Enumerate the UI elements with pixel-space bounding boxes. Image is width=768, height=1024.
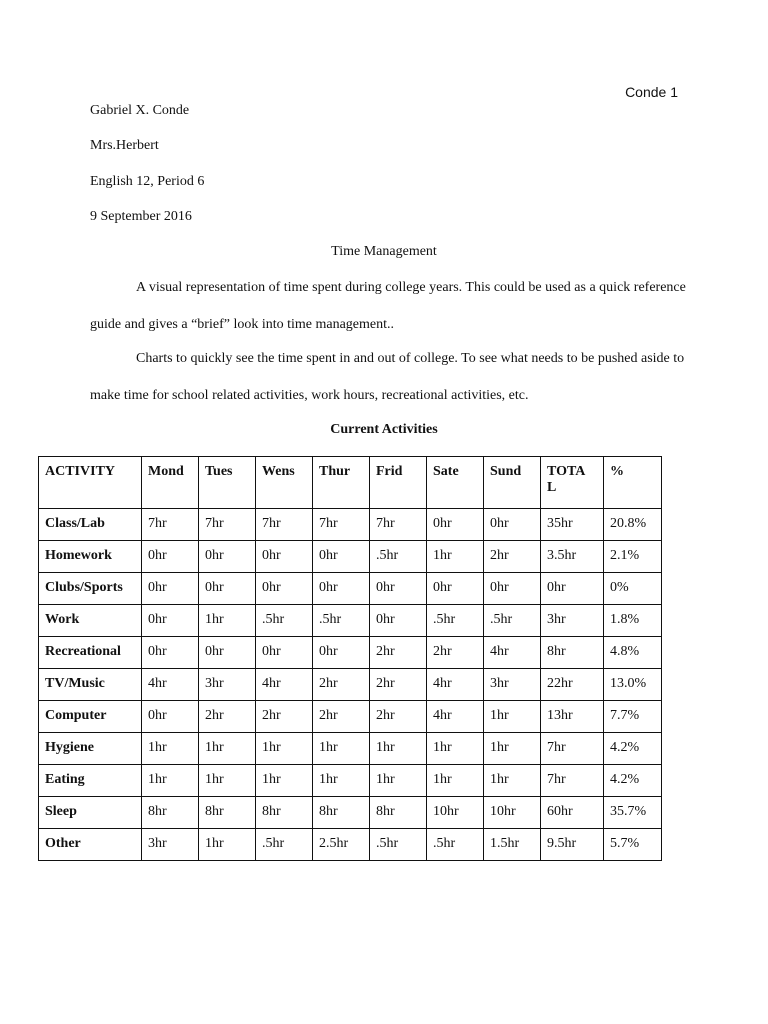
- day-hours-cell: 1hr: [427, 733, 484, 765]
- percent-cell: 20.8%: [604, 509, 662, 541]
- day-hours-cell: 3hr: [199, 669, 256, 701]
- day-hours-cell: 0hr: [313, 573, 370, 605]
- day-hours-cell: 0hr: [142, 541, 199, 573]
- day-hours-cell: 10hr: [427, 797, 484, 829]
- paragraph-1: [90, 269, 688, 343]
- day-hours-cell: 2hr: [484, 541, 541, 573]
- percent-cell: 1.8%: [604, 605, 662, 637]
- day-hours-cell: 1hr: [370, 765, 427, 797]
- day-hours-cell: 0hr: [484, 509, 541, 541]
- day-hours-cell: 1.5hr: [484, 829, 541, 861]
- percent-cell: 4.2%: [604, 733, 662, 765]
- day-hours-cell: 2hr: [199, 701, 256, 733]
- day-hours-cell: 1hr: [199, 733, 256, 765]
- percent-cell: 13.0%: [604, 669, 662, 701]
- day-hours-cell: 2hr: [313, 701, 370, 733]
- day-hours-cell: 7hr: [199, 509, 256, 541]
- day-hours-cell: 0hr: [370, 605, 427, 637]
- header-thur: Thur: [313, 457, 370, 509]
- activity-name: Sleep: [39, 797, 142, 829]
- activity-name: Other: [39, 829, 142, 861]
- paragraph-1-text: A visual representation of time spent during college years. This could be used as a quick reference guide and gives a “brief” look into time management..: [90, 280, 686, 332]
- table-row: [39, 829, 662, 861]
- day-hours-cell: 0hr: [370, 573, 427, 605]
- table-row: [39, 605, 662, 637]
- day-hours-cell: 2hr: [256, 701, 313, 733]
- total-cell: 60hr: [541, 797, 604, 829]
- day-hours-cell: .5hr: [370, 541, 427, 573]
- day-hours-cell: 2hr: [370, 637, 427, 669]
- day-hours-cell: 0hr: [484, 573, 541, 605]
- day-hours-cell: 7hr: [142, 509, 199, 541]
- day-hours-cell: 1hr: [484, 701, 541, 733]
- paragraph-2-text: Charts to quickly see the time spent in and out of college. To see what needs to be pushed aside to make time for school related activities, work hours, recreational activities, etc.: [90, 351, 685, 403]
- table-row: [39, 637, 662, 669]
- day-hours-cell: 8hr: [142, 797, 199, 829]
- percent-cell: 4.2%: [604, 765, 662, 797]
- header-tues: Tues: [199, 457, 256, 509]
- header-mond: Mond: [142, 457, 199, 509]
- total-cell: 35hr: [541, 509, 604, 541]
- day-hours-cell: 0hr: [256, 541, 313, 573]
- day-hours-cell: 7hr: [256, 509, 313, 541]
- table-row: [39, 573, 662, 605]
- header-total: TOTA L: [541, 457, 604, 509]
- day-hours-cell: 0hr: [256, 637, 313, 669]
- day-hours-cell: 0hr: [256, 573, 313, 605]
- day-hours-cell: 1hr: [142, 765, 199, 797]
- day-hours-cell: 1hr: [256, 765, 313, 797]
- day-hours-cell: 2hr: [370, 701, 427, 733]
- day-hours-cell: 4hr: [142, 669, 199, 701]
- day-hours-cell: 4hr: [427, 701, 484, 733]
- day-hours-cell: 0hr: [199, 637, 256, 669]
- total-cell: 13hr: [541, 701, 604, 733]
- page-header: Conde 1: [625, 84, 678, 100]
- day-hours-cell: .5hr: [256, 829, 313, 861]
- day-hours-cell: 2hr: [370, 669, 427, 701]
- total-cell: 7hr: [541, 765, 604, 797]
- table-title: Current Activities: [330, 422, 438, 437]
- day-hours-cell: 0hr: [313, 541, 370, 573]
- day-hours-cell: 4hr: [484, 637, 541, 669]
- day-hours-cell: 2hr: [427, 637, 484, 669]
- day-hours-cell: 1hr: [313, 733, 370, 765]
- day-hours-cell: .5hr: [427, 829, 484, 861]
- day-hours-cell: 0hr: [142, 573, 199, 605]
- activity-name: TV/Music: [39, 669, 142, 701]
- day-hours-cell: 1hr: [370, 733, 427, 765]
- table-row: [39, 797, 662, 829]
- day-hours-cell: 0hr: [199, 573, 256, 605]
- day-hours-cell: 8hr: [256, 797, 313, 829]
- day-hours-cell: 0hr: [142, 637, 199, 669]
- day-hours-cell: 1hr: [199, 829, 256, 861]
- day-hours-cell: 0hr: [427, 573, 484, 605]
- percent-cell: 7.7%: [604, 701, 662, 733]
- table-row: [39, 509, 662, 541]
- header-sund: Sund: [484, 457, 541, 509]
- day-hours-cell: .5hr: [484, 605, 541, 637]
- day-hours-cell: .5hr: [370, 829, 427, 861]
- activity-name: Computer: [39, 701, 142, 733]
- day-hours-cell: 1hr: [427, 541, 484, 573]
- header-wens: Wens: [256, 457, 313, 509]
- day-hours-cell: 1hr: [484, 733, 541, 765]
- day-hours-cell: 1hr: [313, 765, 370, 797]
- activity-name: Hygiene: [39, 733, 142, 765]
- teacher-name: Mrs.Herbert: [90, 138, 159, 153]
- day-hours-cell: 1hr: [484, 765, 541, 797]
- header-sate: Sate: [427, 457, 484, 509]
- activities-table: [38, 456, 662, 861]
- total-cell: 0hr: [541, 573, 604, 605]
- day-hours-cell: 3hr: [142, 829, 199, 861]
- total-cell: 9.5hr: [541, 829, 604, 861]
- day-hours-cell: 10hr: [484, 797, 541, 829]
- day-hours-cell: 7hr: [370, 509, 427, 541]
- author-name: Gabriel X. Conde: [90, 103, 190, 118]
- table-row: [39, 541, 662, 573]
- total-cell: 22hr: [541, 669, 604, 701]
- day-hours-cell: 1hr: [199, 605, 256, 637]
- percent-cell: 4.8%: [604, 637, 662, 669]
- document-title: Time Management: [331, 244, 437, 259]
- percent-cell: 35.7%: [604, 797, 662, 829]
- day-hours-cell: .5hr: [313, 605, 370, 637]
- header-activity: ACTIVITY: [39, 457, 142, 509]
- total-cell: 8hr: [541, 637, 604, 669]
- day-hours-cell: 0hr: [427, 509, 484, 541]
- activity-name: Class/Lab: [39, 509, 142, 541]
- day-hours-cell: 8hr: [370, 797, 427, 829]
- activity-name: Clubs/Sports: [39, 573, 142, 605]
- day-hours-cell: 1hr: [427, 765, 484, 797]
- total-cell: 3hr: [541, 605, 604, 637]
- day-hours-cell: 3hr: [484, 669, 541, 701]
- day-hours-cell: .5hr: [427, 605, 484, 637]
- activity-name: Homework: [39, 541, 142, 573]
- day-hours-cell: 0hr: [142, 701, 199, 733]
- percent-cell: 0%: [604, 573, 662, 605]
- day-hours-cell: 4hr: [427, 669, 484, 701]
- day-hours-cell: 2hr: [313, 669, 370, 701]
- activity-name: Eating: [39, 765, 142, 797]
- document-date: 9 September 2016: [90, 209, 192, 224]
- day-hours-cell: 1hr: [199, 765, 256, 797]
- percent-cell: 5.7%: [604, 829, 662, 861]
- table-row: [39, 701, 662, 733]
- course-info: English 12, Period 6: [90, 174, 205, 189]
- percent-cell: 2.1%: [604, 541, 662, 573]
- day-hours-cell: 4hr: [256, 669, 313, 701]
- header-percent: %: [604, 457, 662, 509]
- day-hours-cell: 0hr: [313, 637, 370, 669]
- table-row: [39, 669, 662, 701]
- day-hours-cell: 0hr: [199, 541, 256, 573]
- header-frid: Frid: [370, 457, 427, 509]
- total-cell: 7hr: [541, 733, 604, 765]
- table-row: [39, 765, 662, 797]
- day-hours-cell: 7hr: [313, 509, 370, 541]
- day-hours-cell: 8hr: [199, 797, 256, 829]
- total-cell: 3.5hr: [541, 541, 604, 573]
- day-hours-cell: 0hr: [142, 605, 199, 637]
- activity-name: Work: [39, 605, 142, 637]
- activity-name: Recreational: [39, 637, 142, 669]
- day-hours-cell: 2.5hr: [313, 829, 370, 861]
- table-row: [39, 733, 662, 765]
- day-hours-cell: 8hr: [313, 797, 370, 829]
- day-hours-cell: .5hr: [256, 605, 313, 637]
- day-hours-cell: 1hr: [256, 733, 313, 765]
- day-hours-cell: 1hr: [142, 733, 199, 765]
- table-header-row: [39, 457, 662, 509]
- paragraph-2: [90, 340, 688, 414]
